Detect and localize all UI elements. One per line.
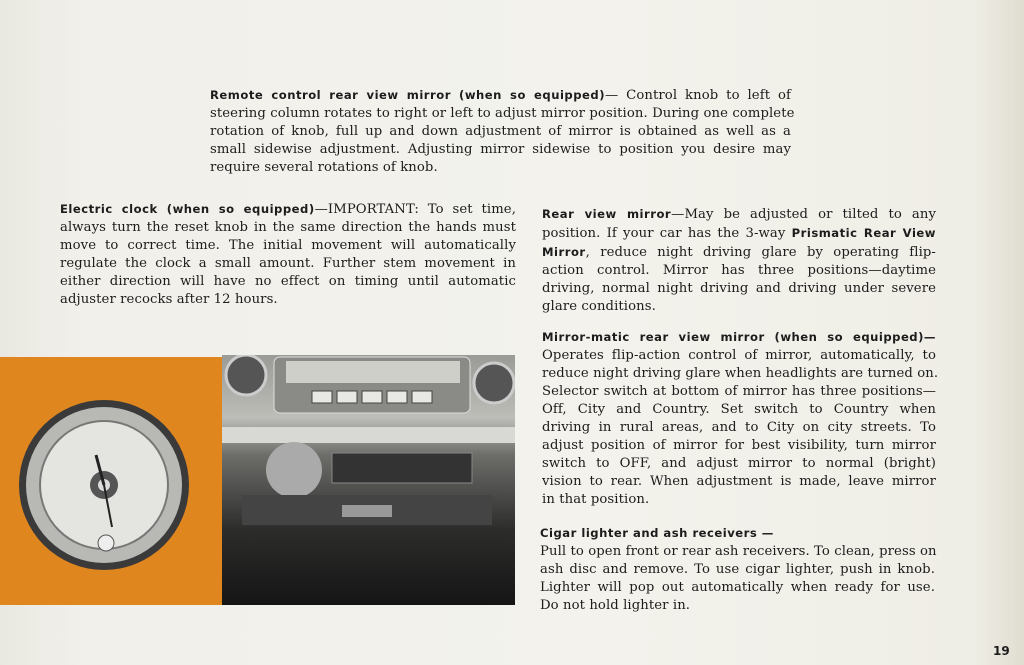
text-line: vision to rear. When adjustment is made, leave mirror (542, 474, 936, 489)
text-line: move to correct time. The initial movement will automatically (60, 238, 516, 253)
text-line: glare conditions. (542, 299, 656, 314)
dashboard-illustration (222, 355, 515, 605)
text-line: — Control knob to left of (605, 88, 791, 103)
text-line: action control. Mirror has three positions—daytime (542, 263, 936, 278)
text-line: Do not hold lighter in. (540, 598, 691, 613)
text-line: always turn the reset knob in the same direction the hands must (60, 220, 516, 235)
text-line: position. If your car has the 3-way (542, 226, 792, 241)
cigar-lighter-section (540, 524, 935, 615)
text-line: adjuster recocks after 12 hours. (60, 292, 278, 307)
text-line: switch to OFF, and adjust mirror to normal (bright) (542, 456, 936, 471)
bold-phrase: Prismatic Rear View (791, 226, 936, 240)
text-line: driving, normal night driving and driving under severe (542, 281, 936, 296)
text-line: Pull to open front or rear ash receivers. To clean, press on (540, 544, 937, 559)
section-heading: Rear view mirror (542, 207, 672, 221)
text-line: driving in rural areas, and to City on city streets. To (542, 420, 936, 435)
section-heading: Remote control rear view mirror (when so equipped) (210, 88, 605, 102)
rear-view-mirror-section (542, 205, 936, 316)
text-line: small sidewise adjustment. Adjusting mirror sidewise to position you desire may (210, 142, 791, 157)
mirror-matic-section (542, 328, 939, 509)
section-heading: Electric clock (when so equipped) (60, 202, 315, 216)
section-heading: Mirror-matic rear view mirror (when so equipped)— (542, 330, 936, 344)
text-line: regulate the clock a small amount. Further stem movement in (60, 256, 516, 271)
text-line: in that position. (542, 492, 650, 507)
text-line: rotation of knob, full up and down adjustment of mirror is obtained as well as a (210, 124, 791, 139)
text-line: either direction will have no effect on timing until automatic (60, 274, 516, 289)
text-line: Lighter will pop out automatically when ready for use. (540, 580, 935, 595)
text-line: Operates flip-action control of mirror, automatically, to (542, 348, 936, 363)
text-line: steering column rotates to right or left to adjust mirror position. During one complete (210, 106, 795, 121)
text-line: adjust position of mirror for best visibility, turn mirror (542, 438, 936, 453)
section-heading: Cigar lighter and ash receivers — (540, 526, 774, 540)
electric-clock-section (60, 200, 516, 309)
clock-illustration (0, 357, 222, 605)
bold-phrase: Mirror (542, 245, 586, 259)
clock-photo-panel (0, 357, 222, 605)
text-line: , reduce night driving glare by operating flip- (585, 245, 936, 260)
text-line: Selector switch at bottom of mirror has three positions— (542, 384, 936, 399)
text-line: —IMPORTANT: To set time, (314, 202, 516, 217)
text-line: reduce night driving glare when headlights are turned on. (542, 366, 939, 381)
page-number: 19 (993, 644, 1010, 658)
remote-mirror-section (210, 86, 795, 177)
text-line: ash disc and remove. To use cigar lighter, push in knob. (540, 562, 935, 577)
dashboard-photo (222, 355, 515, 605)
text-line: require several rotations of knob. (210, 160, 438, 175)
text-line: Off, City and Country. Set switch to Country when (542, 402, 936, 417)
text-line: —May be adjusted or tilted to any (671, 207, 937, 222)
